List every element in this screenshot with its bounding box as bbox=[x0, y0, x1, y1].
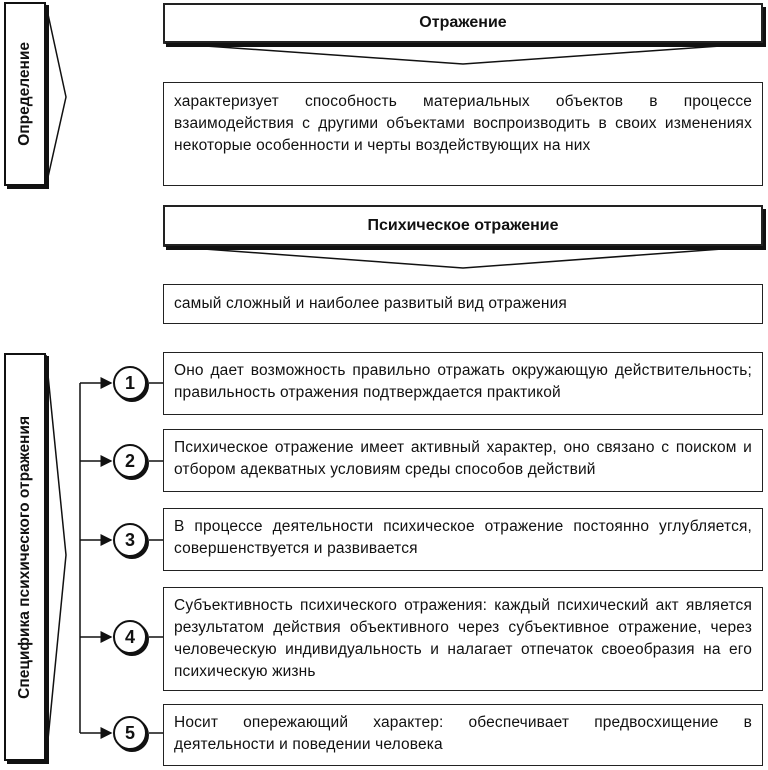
mental-reflection-definition-box bbox=[163, 284, 763, 324]
reflection-title: Отражение bbox=[419, 14, 507, 31]
mental-reflection-title: Психическое отражение bbox=[367, 216, 559, 234]
specific-item-4: Субъективность психического отражения: каждый психический акт является результатом действия объективного через субъективное отражение, через человеческую индивидуальность и налагает отпечаток своеобразия на его психическую жизнь bbox=[163, 587, 763, 691]
specific-item-1: Оно дает возможность правильно отражать окружающую действительность; правильность отражения подтверждается практикой bbox=[163, 352, 763, 415]
specifics-label-box bbox=[4, 353, 46, 761]
mental-reflection-title-box bbox=[163, 205, 763, 246]
specific-number-5: 5 bbox=[113, 716, 147, 750]
specific-number-3: 3 bbox=[113, 523, 147, 557]
specific-item-2: Психическое отражение имеет активный характер, оно связано с поиском и отбором адекватных условиям среды способов действий bbox=[163, 429, 763, 492]
specific-number-1: 1 bbox=[113, 366, 147, 400]
definition-pointer bbox=[46, 5, 66, 186]
reflection-definition-box bbox=[163, 82, 763, 186]
specific-item-5: Носит опережающий характер: обеспечивает предвосхищение в деятельности и поведении человека bbox=[163, 704, 763, 766]
specifics-label: Специфика психического отражения bbox=[16, 415, 33, 699]
reflection-title-box bbox=[163, 3, 763, 43]
specific-number-2: 2 bbox=[113, 444, 147, 478]
definition-label-box bbox=[4, 2, 46, 186]
specific-item-3: В процессе деятельности психическое отражение постоянно углубляется, совершенствуется и развивается bbox=[163, 508, 763, 571]
mental-reflection-definition: самый сложный и наиболее развитый вид отражения bbox=[174, 295, 567, 312]
reflection-definition: характеризует способность материальных объектов в процессе взаимодействия с другими объектами воспроизводить в своих изменениях некоторые особенности и черты воздействующих на них bbox=[174, 93, 752, 154]
specifics-pointer bbox=[46, 355, 66, 760]
reflection-chevron bbox=[163, 43, 763, 64]
specific-number-4: 4 bbox=[113, 620, 147, 654]
mental-reflection-chevron bbox=[163, 246, 763, 268]
definition-label: Определение bbox=[16, 42, 33, 146]
